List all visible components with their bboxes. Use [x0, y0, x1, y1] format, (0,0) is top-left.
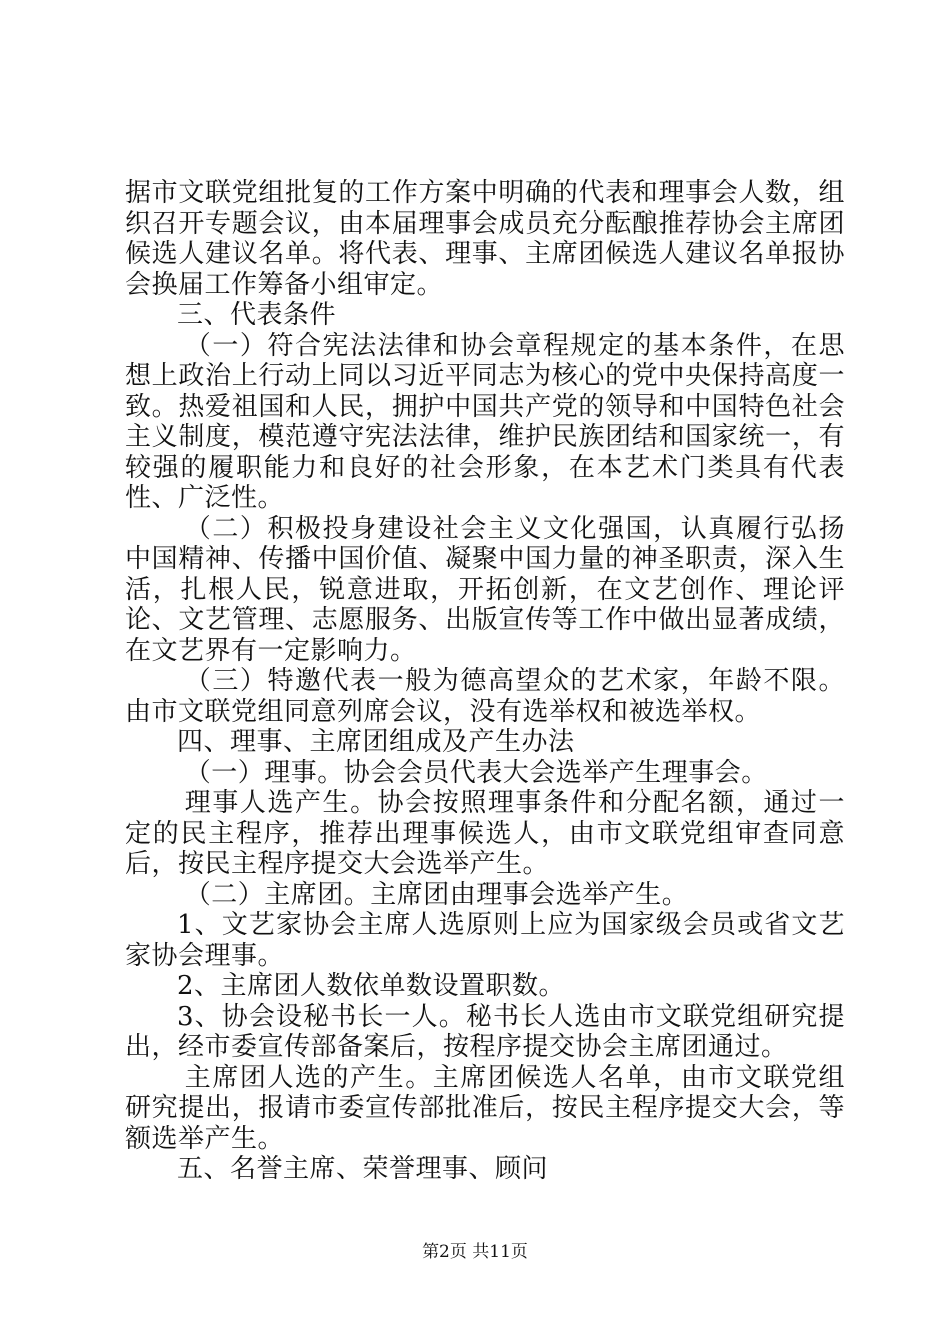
section-heading: 四、理事、主席团组成及产生办法	[177, 727, 575, 757]
paragraph: （一）理事。协会会员代表大会选举产生理事会。	[184, 757, 768, 788]
section-heading: 五、名誉主席、荣誉理事、顾问	[177, 1154, 549, 1184]
paragraph: （二）主席团。主席团由理事会选举产生。	[184, 879, 689, 910]
document-body	[125, 178, 845, 1185]
paragraph: 主席团人选的产生。主席团候选人名单，由市文联党组研究提出，报请市委宣传部批准后，按民主程序提交大会，等额选举产生。	[125, 1062, 845, 1154]
paragraph: 据市文联党组批复的工作方案中明确的代表和理事会人数，组织召开专题会议，由本届理事会成员充分酝酿推荐协会主席团候选人建议名单。将代表、理事、主席团候选人建议名单报协会换届工作筹备小组审定。	[125, 178, 845, 300]
paragraph: （一）符合宪法法律和协会章程规定的基本条件，在思想上政治上行动上同以习近平同志为核心的党中央保持高度一致。热爱祖国和人民，拥护中国共产党的领导和中国特色社会主义制度，模范遵守宪法法律，维护民族团结和国家统一，有较强的履职能力和良好的社会形象，在本艺术门类具有代表性、广泛性。	[125, 330, 845, 513]
paragraph: 1、文艺家协会主席人选原则上应为国家级会员或省文艺家协会理事。	[125, 910, 845, 971]
paragraph: （三）特邀代表一般为德高望众的艺术家，年龄不限。由市文联党组同意列席会议，没有选举权和被选举权。	[125, 666, 845, 727]
paragraph: 3、协会设秘书长一人。秘书长人选由市文联党组研究提出，经市委宣传部备案后，按程序提交协会主席团通过。	[125, 1001, 845, 1062]
paragraph: 2、主席团人数依单数设置职数。	[177, 971, 566, 1001]
page-number-footer: 第2页 共11页	[422, 1242, 528, 1262]
section-heading: 三、代表条件	[177, 300, 337, 330]
paragraph: （二）积极投身建设社会主义文化强国，认真履行弘扬中国精神、传播中国价值、凝聚中国力量的神圣职责，深入生活，扎根人民，锐意进取，开拓创新，在文艺创作、理论评论、文艺管理、志愿服务、出版宣传等工作中做出显著成绩，在文艺界有一定影响力。	[125, 513, 845, 666]
paragraph: 理事人选产生。协会按照理事条件和分配名额，通过一定的民主程序，推荐出理事候选人，由市文联党组审查同意后，按民主程序提交大会选举产生。	[125, 788, 845, 879]
